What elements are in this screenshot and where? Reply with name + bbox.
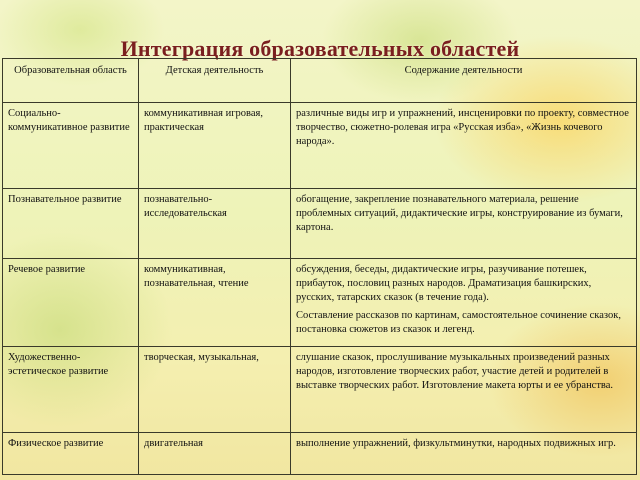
table-row bbox=[3, 103, 637, 189]
cell-content bbox=[291, 189, 637, 259]
header-activity: Детская деятельность bbox=[139, 59, 291, 103]
content-paragraph: Составление рассказов по картинам, самостоятельное сочинение сказок, постановка сюжетов из сказок и легенд. bbox=[296, 309, 621, 335]
cell-area: Познавательное развитие bbox=[3, 189, 139, 259]
content-paragraph: выполнение упражнений, физкультминутки, народных подвижных игр. bbox=[296, 438, 616, 449]
content-paragraph: различные виды игр и упражнений, инсценировки по проекту, совместное творчество, сюжетно-ролевая игра «Русская изба», «Жизнь кочевого народа». bbox=[296, 108, 629, 148]
table-header-row bbox=[3, 59, 637, 103]
cell-content bbox=[291, 103, 637, 189]
header-area: Образовательная область bbox=[3, 59, 139, 103]
table-row bbox=[3, 189, 637, 259]
content-paragraph: обсуждения, беседы, дидактические игры, разучивание потешек, прибауток, пословиц разных народов. Драматизация башкирских, русских, татарских сказок (в течение года). bbox=[296, 264, 592, 304]
table-row bbox=[3, 433, 637, 475]
cell-activity: коммуникативная, познавательная, чтение bbox=[139, 259, 291, 347]
table-row bbox=[3, 347, 637, 433]
cell-activity: двигательная bbox=[139, 433, 291, 475]
cell-content bbox=[291, 347, 637, 433]
header-content: Содержание деятельности bbox=[291, 59, 637, 103]
cell-area: Речевое развитие bbox=[3, 259, 139, 347]
cell-area: Социально-коммуникативное развитие bbox=[3, 103, 139, 189]
content-paragraph: слушание сказок, прослушивание музыкальных произведений разных народов, изготовление творческих работ, участие детей и родителей в выставке творческих работ. Изготовление макета юрты и ее убранства. bbox=[296, 352, 614, 392]
cell-activity: познавательно-исследовательская bbox=[139, 189, 291, 259]
table-row bbox=[3, 259, 637, 347]
integration-table bbox=[2, 58, 637, 475]
content-paragraph: обогащение, закрепление познавательного материала, решение проблемных ситуаций, дидактические игры, конструирование из бумаги, картона. bbox=[296, 194, 623, 234]
cell-content bbox=[291, 259, 637, 347]
page-title: Интеграция образовательных областей bbox=[120, 36, 520, 61]
cell-content bbox=[291, 433, 637, 475]
cell-activity: творческая, музыкальная, bbox=[139, 347, 291, 433]
cell-activity: коммуникативная игровая, практическая bbox=[139, 103, 291, 189]
cell-area: Художественно-эстетическое развитие bbox=[3, 347, 139, 433]
cell-area: Физическое развитие bbox=[3, 433, 139, 475]
